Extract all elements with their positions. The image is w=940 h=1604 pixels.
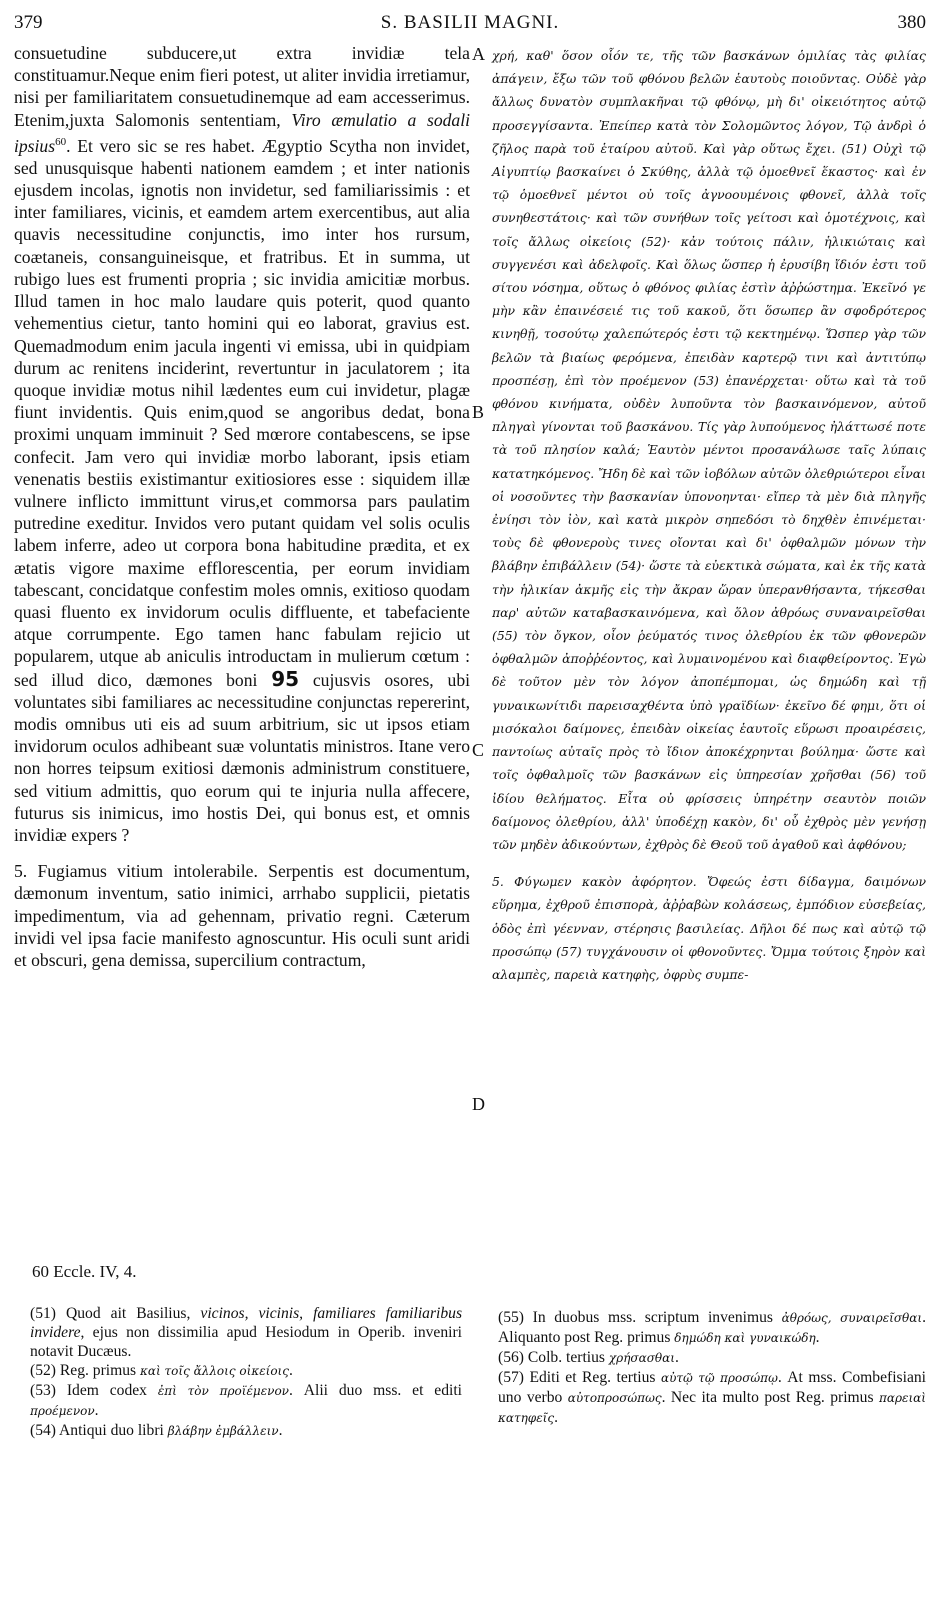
footnotes-right xyxy=(498,1308,926,1428)
greek-paragraph-2: 5. Φύγωμεν κακὸν ἀφόρητον. Ὄφεώς ἐστι δίδαγμα, δαιμόνων εὕρημα, ἐχθροῦ ἐπισπορὰ, ἀῤῥαβὼν κολάσεως, ἐμπόδιον εὐσεβείας, ὁδὸς ἐπὶ γέενναν, στέρησις βασιλείας. Δῆλοι δέ πως καὶ αὐτῷ τῷ προσώπῳ (57) τυγχάνουσιν οἱ φθονοῦντες. Ὄμμα τούτοις ξηρὸν καὶ αλαμπὲς, παρειὰ κατηφὴς, ὀφρὺς συμπε- xyxy=(492,874,926,982)
page-number-right: 380 xyxy=(897,12,926,33)
margin-letter-a: A xyxy=(472,44,485,64)
latin-text: cujusvis osores, ubi voluntates sibi familiares ac necessitudine conjunctas repererint, modis omnibus uti eis ad suum arbitrium, sic ut ipsos etiam invidorum oculos adhibeant suæ voluntatis ministros. Itane vero non horres teipsum exitiosi dæmonis administrum constituere, sed vitium admittis, quo eorum qui te injuria nulla affecere, futurus sis inimicus, imo hostis Dei, qui bonus est, et omnis invidiæ expers ? xyxy=(14,669,471,845)
greek-column xyxy=(492,44,926,986)
latin-text: consuetudine subducere,ut extra invidiæ tela constituamur.Neque enim fieri potest, ut aliter invidia irretiamur, nisi per familiaritatem consuetudinemque ad eam accesserimus. Etenim,juxta Salomonis sententiam, xyxy=(14,43,470,130)
footnote-53: (53) Idem codex ἐπὶ τὸν προϊέμενον. Alii duo mss. et editi προέμενον. xyxy=(30,1382,462,1419)
footnote-52: (52) Reg. primus καὶ τοῖς ἄλλοις οἰκείοις. xyxy=(30,1362,293,1379)
margin-letter-c: C xyxy=(472,740,485,760)
footnote-54: (54) Antiqui duo libri βλάβην ἐμβάλλειν. xyxy=(30,1422,283,1439)
scripture-reference-note: 60 Eccle. IV, 4. xyxy=(32,1262,137,1281)
latin-paragraph-2: 5. Fugiamus vitium intolerabile. Serpentis est documentum, dæmonum inventum, satio inimici, arrhabo supplicii, pietatis impedimentum, via ad gehennam, privatio regni. Cæterum invidi vel ipsa facie manifesto agnoscuntur. His oculi sunt aridi et obscuri, gena demissa, supercilium contractum, xyxy=(14,861,470,970)
greek-paragraph-1: χρή, καθ' ὅσον οἷόν τε, τῆς τῶν βασκάνων ὁμιλίας τὰς φιλίας ἀπάγειν, ἔξω τῶν τοῦ φθόνου βελῶν ἑαυτοὺς ποιοῦντας. Οὐδὲ γὰρ ἄλλως δυνατὸν συμπλακῆναι τῷ φθόνῳ, μὴ δι' οἰκειότητος αὐτῷ προσεγγίσαντα. Ἐπείπερ κατὰ τὸν Σολομῶντος λόγον, Τῷ ἀνδρὶ ὁ ζῆλος παρὰ τοῦ ἑταίρου αὐτοῦ. Καὶ γὰρ οὕτως ἔχει. (51) Οὐχὶ τῷ Αἰγυπτίῳ βασκαίνει ὁ Σκύθης, ἀλλὰ τῷ ὁμοεθνεῖ ἕκαστος· καὶ ἐν τῷ ὁμοεθνεῖ μέντοι οὐ τοῖς ἀγνοουμένοις φθονεῖ, ἀλλὰ τοῖς συνηθεστάτοις· καὶ τῶν συνήθων τοῖς γείτοσι καὶ ὁμοτέχνοις, καὶ τοῖς ἄλλως οἰκείοις (52)· κἀν τούτοις πάλιν, ἡλικιώταις καὶ συγγενέσι καὶ ἀδελφοῖς. Καὶ ὅλως ὥσπερ ἡ ἐρυσίβη ἴδιόν ἐστι τοῦ σίτου νόσημα, οὕτως ὁ φθόνος φιλίας ἐστὶν ἀῤῥώστημα. Ἐκεῖνό γε μὴν κἂν ἐπαινέσειέ τις τοῦ κακοῦ, ὅτι ὅσωπερ ἂν σφοδρότερος κινηθῇ, τοσούτῳ χαλεπώτερός ἐστι τῷ κεκτημένῳ. Ὥσπερ γὰρ τῶν βελῶν τὰ βιαίως φερόμενα, ἐπειδὰν καρτερῷ τινι καὶ ἀντιτύπῳ προσπέσῃ, ἐπὶ τὸν προέμενον (53) ἐπανέρχεται· οὕτω καὶ τὰ τοῦ φθόνου κινήματα, οὐδὲν λυποῦντα τὸν βασκαινόμενον, αὐτοῦ πληγαὶ γίνονται τοῦ βασκάνου. Τίς γὰρ λυπούμενος ἠλάττωσέ ποτε τὰ τοῦ πλησίον καλά; Ἑαυτὸν μέντοι προσανάλωσε ταῖς λύπαις κατατηκόμενος. Ἤδη δὲ καὶ τῶν ἰοβόλων αὐτῶν ὀλεθριώτεροι εἶναι οἱ νοσοῦντες τὴν βασκανίαν ὑπονοηνται· εἴπερ τὰ μὲν διὰ πληγῆς ἐνίησι τὸν ἰὸν, καὶ κατὰ μικρὸν σηπεδόσι τὸ δηχθὲν ἐπινέμεται· τοὺς δὲ φθονεροὺς τινες οἴονται καὶ δι' ὀφθαλμῶν μόνων τὴν βλάβην ἐπιβάλλειν (54)· ὥστε τὰ εὐεκτικὰ σώματα, καὶ ἐκ τῆς κατὰ τὴν ἡλικίαν ἀκμῆς εἰς τὴν ἄκραν ὥραν ὑπερανθήσαντα, τήκεσθαι παρ' αὐτῶν καταβασκαινόμενα, καὶ ὅλον ἀθρόως συναναιρεῖσθαι (55) τὸν ὄγκον, οἷον ῥεύματός τινος ὀλεθρίου ἐκ τῶν φθονερῶν ὀφθαλμῶν ἀποῤῥέοντος, καὶ λυμαινομένου καὶ διαφθείροντος. Ἐγὼ δὲ τοῦτον μὲν τὸν λόγον ἀποπέμπομαι, ὡς δημώδη καὶ τῇ γυναικωνίτιδι παρεισαχθέντα ὑπὸ γραϊδίων· ἐκεῖνο δέ φημι, ὅτι οἱ μισόκαλοι δαίμονες, ἐπειδὰν οἰκείας ἑαυτοῖς εὕρωσι προαιρέσεις, παντοίως αὐταῖς πρὸς τὸ ἴδιον ἀποκέχρηνται βούλημα· ὥστε καὶ τοῖς ὀφθαλμοῖς τῶν βασκάνων εἰς ὑπηρεσίαν χρῆσθαι (56) τοῦ ἰδίου θελήματος. Εἶτα οὐ φρίσσεις ὑπηρέτην σεαυτὸν ποιῶν δαίμονος ὀλεθρίου, ἀλλ' ὑποδέχῃ κακὸν, δι' οὗ ἐχθρὸς μὲν γενήσῃ τῶν μηδὲν ἀδικούντων, ἐχθρὸς δὲ Θεοῦ τοῦ ἀγαθοῦ καὶ ἀφθόνου; xyxy=(492,48,926,852)
running-title: S. BASILII MAGNI. xyxy=(380,12,560,33)
latin-paragraph-1 xyxy=(14,42,470,846)
latin-text: . Et vero sic se res habet. Ægyptio Scytha non invidet, sed unusquisque habenti nationem eamdem ; et inter nationis ejusdem incolas, ignotis non invidetur, sed familiarissimis : et inter familiares, vicinis, et eamdem artem exercentibus, aut alia quavis necessitudine conjunctis, imo inter hos rursum, coætaneis, consanguineisque, et fratribus. Et in summa, ut rubigo lues est frumenti propria ; sic invidia amicitiæ morbus. Illud tamen in hoc malo laudare quis poterit, quod quanto vehementius cietur, tanto homini qui eo laborat, gravius est. Quemadmodum enim jacula ingenti vi emissa, ubi in quidpiam durum ac renitens inciderint, revertuntur in jaculatorem ; ita quoque invidiæ motus nihil lædentes eum cui invidetur, plagæ fiunt invidentis. Quis enim,quod se angoribus dedat, bona proximi unquam imminuit ? Sed mœrore contabescens, se ipse confecit. Jam vero qui invidiæ morbo laborant, ipsis etiam venenatis bestiis existimantur exitiosiores esse : siquidem illæ vulnere inflicto immittunt virus,et commorsa pars paulatim putredine exeditur. Invidos vero putant quidam vel solis oculis labem inferre, adeo ut corpora bona habitudine prædita, et ex ætatis vigore maxime efflorescentia, per eorum invidiam tabescant, concidatque confestim moles omnis, exitioso quodam quasi fluento ex invidorum oculis diffluente, et tabefaciente atque corrumpente. Ego tamen hanc fabulam rejicio ut popularem, utque ab aniculis introductam in mulierum cœtum : sed illud dico, dæmones boni xyxy=(14,135,470,690)
footnote-56: (56) Colb. tertius χρήσασθαι. xyxy=(498,1349,679,1366)
footnote-51: (51) Quod ait Basilius, vicinos, vicinis, familiares familiaribus invidere, ejus non dissimilia apud Hesiodum in Operib. inveniri notavit Ducæus. xyxy=(30,1305,463,1360)
footnote-57: (57) Editi et Reg. tertius αὐτῷ τῷ προσώπῳ. At mss. Combefisiani uno verbo αὐτοπροσώπως. Nec ita multo post Reg. primus παρειαὶ κατηφεῖς. xyxy=(498,1369,926,1426)
running-header xyxy=(14,12,926,38)
margin-letter-b: B xyxy=(472,402,485,422)
latin-column xyxy=(14,42,470,971)
scripture-quote: Viro æmulatio a sodali ipsius xyxy=(14,109,471,156)
margin-letter-d: D xyxy=(472,1094,485,1114)
footnote-55: (55) In duobus mss. scriptum invenimus ἀθρόως, συναιρεῖσθαι. Aliquanto post Reg. primus δημώδη καὶ γυναικώδη. xyxy=(498,1309,926,1346)
page-number-left: 379 xyxy=(14,12,43,33)
marginal-number: 95 xyxy=(271,666,300,691)
footnotes-left xyxy=(30,1304,462,1441)
footnote-ref-60: 60 xyxy=(55,135,67,148)
